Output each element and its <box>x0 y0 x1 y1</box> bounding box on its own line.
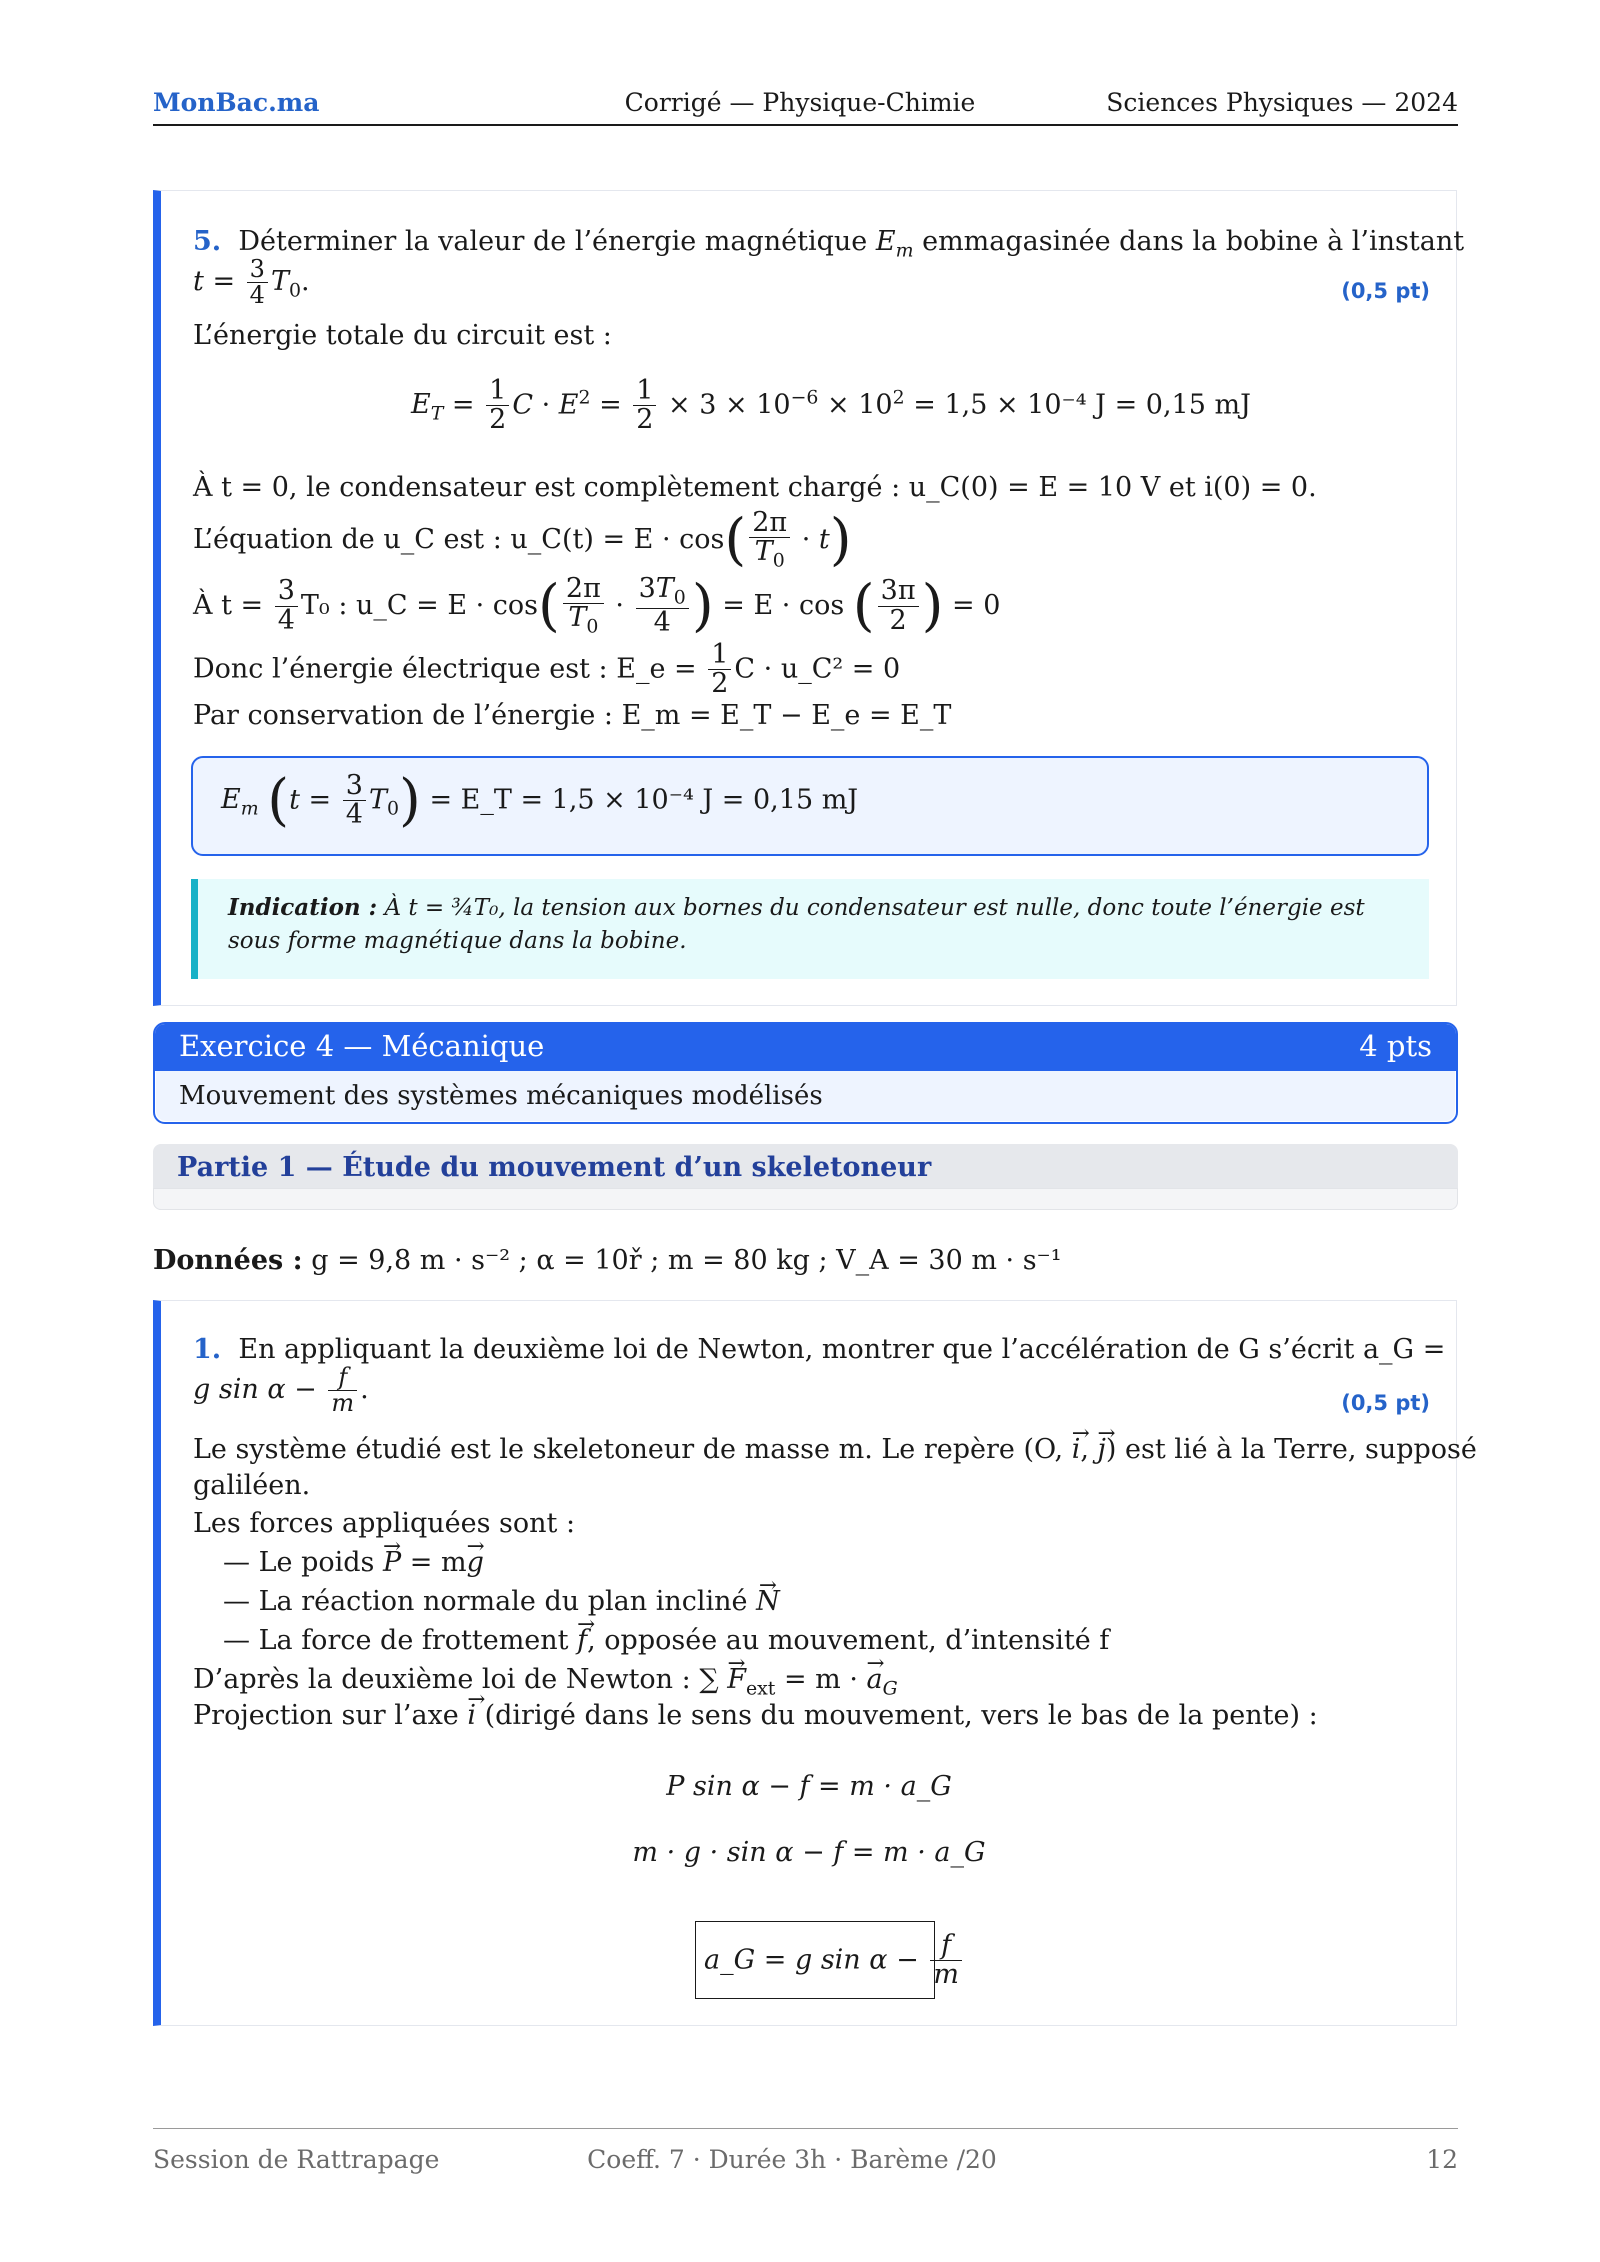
exercise-title-bar <box>155 1024 1456 1071</box>
partie-heading <box>153 1144 1458 1210</box>
q5-statement-time: t = $\frac{3}{4}$ $T_0$. <box>193 255 310 310</box>
q1-projection: Projection sur l’axe → i (dirigé dans le sens du mouvement, vers le bas de la pente) : <box>193 1699 1318 1733</box>
footer-rule <box>153 2128 1458 2129</box>
q1-force-friction: — La force de frottement → f, opposée au mouvement, d’intensité f <box>223 1624 1109 1658</box>
q1-statement: 1. En appliquant la deuxième loi de Newton, montrer que l’accélération de G s’écrit a_G = <box>193 1334 1446 1365</box>
question-1-card <box>153 1300 1477 2026</box>
footer-session: Session de Rattrapage <box>153 2145 440 2174</box>
footer-info: Coeff. 7 · Durée 3h · Barème /20 <box>587 2145 997 2174</box>
q1-galileen: galiléen. <box>193 1470 311 1501</box>
header-subject: Sciences Physiques — 2024 <box>1106 88 1458 117</box>
q5-result-box <box>191 756 1429 856</box>
exercise-title: Exercice 4 — Mécanique <box>179 1029 545 1063</box>
exercise-header <box>153 1022 1458 1124</box>
exercise-points: 4 pts <box>1359 1029 1432 1063</box>
partie-title: Partie 1 — Étude du mouvement d’un skeletoneur <box>177 1152 932 1183</box>
header-rule <box>153 124 1458 126</box>
q1-force-weight: — Le poids → P = m→ g <box>223 1546 484 1580</box>
q1-points: (0,5 pt) <box>1341 1391 1430 1415</box>
q5-uc-equation: L’équation de u_C est : u_C(t) = E · cos( $\frac{2\pi}{T_0}$ · t) <box>193 507 852 573</box>
q5-energy-total-equation: $E_T$ = $\frac{1}{2}$ $C \cdot E^2$ = $\frac{1}{2}$ × $3 \times 10^{-6} \times 10^2 = 1,5 \times 10^{-4}$ J = 0,15 mJ <box>411 375 1251 436</box>
q5-statement: 5. Déterminer la valeur de l’énergie magnétique $E_m$ emmagasinée dans la bobine à l’instant <box>193 226 1465 262</box>
q5-points: (0,5 pt) <box>1341 279 1430 303</box>
q5-uc-at-instant: À t = $\frac{3}{4}$ T₀ : u_C = E · cos( $\frac{2\pi}{T_0}$ · $\frac{3T_0}{4}$ ) = E · cos ( $\frac{3\pi}{2}$ ) = 0 <box>193 573 1001 639</box>
q1-statement-formula: g sin α − $\frac{f}{m}$ . <box>193 1363 369 1418</box>
q1-result: a_G = g sin α − $\frac{f}{m}$ <box>704 1932 965 1990</box>
site-name[interactable]: MonBac.ma <box>153 88 320 117</box>
q1-result-box <box>695 1921 959 1999</box>
page-number: 12 <box>1426 2145 1458 2174</box>
q5-initial-condition: À t = 0, le condensateur est complètement chargé : u_C(0) = E = 10 V et i(0) = 0. <box>193 472 1317 503</box>
donnees-line: Données : g = 9,8 m · s⁻² ; α = 10ř ; m = 80 kg ; V_A = 30 m · s⁻¹ <box>153 1245 1062 1276</box>
q5-energy-total-label: L’énergie totale du circuit est : <box>193 320 612 351</box>
q1-equation-1: P sin α − f = m · a_G <box>666 1771 952 1802</box>
q5-electric-energy: Donc l’énergie électrique est : E_e = $\frac{1}{2}$ C · u_C² = 0 <box>193 639 901 700</box>
q1-equation-2: m · g · sin α − f = m · a_G <box>632 1837 986 1868</box>
q1-forces-label: Les forces appliquées sont : <box>193 1508 576 1539</box>
q1-force-normal: — La réaction normale du plan incliné → N <box>223 1585 780 1619</box>
q1-system: Le système étudié est le skeletoneur de masse m. Le repère (O, → i, → j) est lié à la Terre, supposé <box>193 1433 1477 1467</box>
partie-underbar <box>153 1188 1458 1210</box>
q1-newton-law: D’après la deuxième loi de Newton : ∑ → $F_{ext} = m$ · → $a_G$ <box>193 1663 898 1705</box>
q5-conservation: Par conservation de l’énergie : E_m = E_T − E_e = E_T <box>193 700 952 731</box>
header-title: Corrigé — Physique-Chimie <box>624 88 976 117</box>
question-5-card <box>153 190 1465 1006</box>
exercise-subtitle: Mouvement des systèmes mécaniques modélisés <box>179 1081 823 1111</box>
q5-indication: Indication : À t = ¾T₀, la tension aux bornes du condensateur est nulle, donc toute l’énergie est sous forme magnétique dans la bobine. <box>191 879 1429 979</box>
q5-result: $E_m$ (t = $\frac{3}{4}$ $T_0$) = E_T = 1,5 × 10⁻⁴ J = 0,15 mJ <box>221 767 859 833</box>
